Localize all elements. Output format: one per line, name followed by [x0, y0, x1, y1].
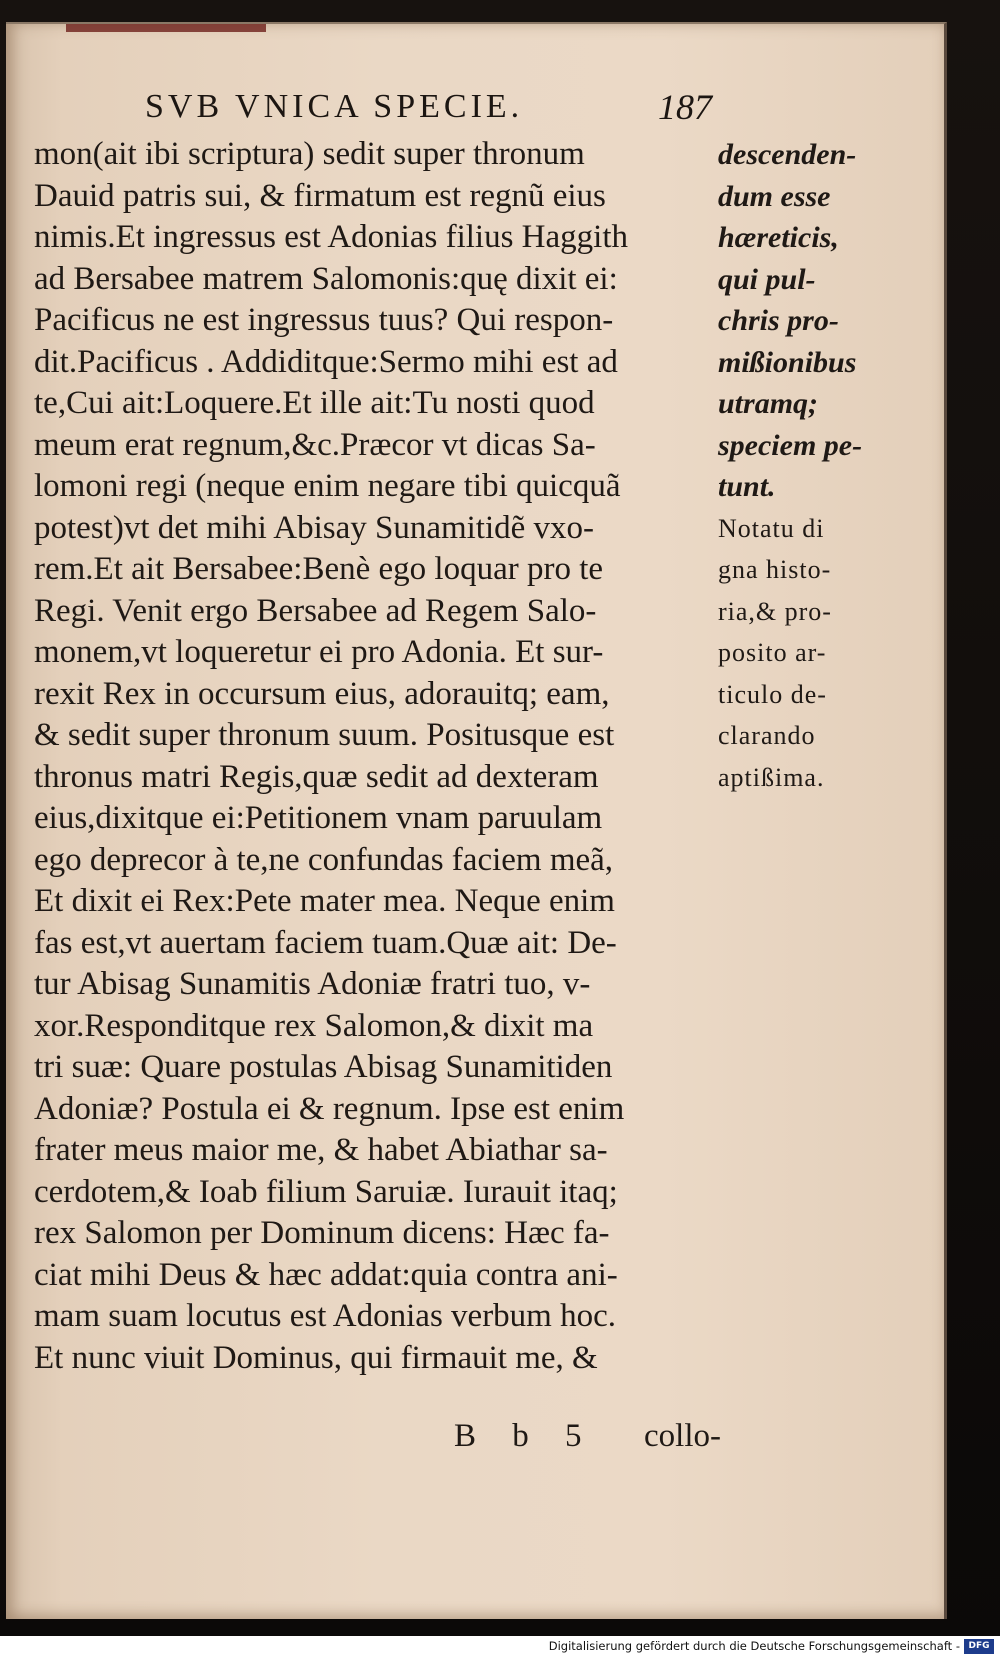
marginal-note-line: clarando [718, 721, 816, 750]
marginal-note-line: descenden- [718, 138, 857, 171]
catchword: collo- [644, 1418, 721, 1454]
text-line: Pacificus ne est ingressus tuus? Qui respon- [34, 302, 614, 338]
marginal-note-line: aptißima. [718, 762, 825, 792]
text-line: Regi. Venit ergo Bersabee ad Regem Salo- [34, 592, 597, 629]
marginal-note-line: dum esse [718, 179, 831, 213]
text-line: monem,vt loqueretur ei pro Adonia. Et sur- [34, 634, 604, 670]
text-line: fas est,vt auertam faciem tuam.Quæ ait: De- [34, 924, 617, 961]
marginal-note-line: hæreticis, [718, 221, 839, 254]
text-line: potest)vt det mihi Abisay Sunamitidẽ vxo- [34, 509, 595, 546]
binding-stain [66, 24, 266, 32]
text-line: Et nunc viuit Dominus, qui firmauit me, & [34, 1339, 598, 1376]
text-line: frater meus maior me, & habet Abiathar sa- [34, 1132, 608, 1168]
dfg-logo-icon: DFG [964, 1639, 994, 1654]
marginal-note-line: ria,& pro- [718, 596, 832, 626]
marginal-note-line: Notatu di [718, 513, 825, 543]
text-line: dit.Pacificus . Addiditque:Sermo mihi est ad [34, 343, 618, 380]
page-footer [34, 1418, 734, 1460]
credit-bar [0, 1636, 1000, 1658]
text-line: ad Bersabee matrem Salomonis:quę dixit ei: [34, 260, 618, 297]
text-line: ciat mihi Deus & hæc addat:quia contra ani- [34, 1256, 618, 1293]
text-line: Adoniæ? Postula ei & regnum. Ipse est enim [34, 1090, 625, 1127]
marginal-note-line: chris pro- [718, 304, 839, 337]
text-line: Dauid patris sui, & firmatum est regnũ eius [34, 177, 606, 214]
signature-mark: B b 5 [454, 1418, 596, 1454]
text-line: mam suam locutus est Adonias verbum hoc. [34, 1298, 616, 1334]
text-line: lomoni regi (neque enim negare tibi quicquã [34, 468, 621, 504]
text-line: rexit Rex in occursum eius, adorauitq; eam, [34, 675, 610, 712]
text-line: & sedit super thronum suum. Positusque est [34, 717, 615, 753]
text-line: te,Cui ait:Loquere.Et ille ait:Tu nosti quod [34, 385, 595, 421]
marginal-note-line: tunt. [718, 470, 776, 503]
text-line: Et dixit ei Rex:Pete mater mea. Neque enim [34, 883, 615, 919]
text-line: meum erat regnum,&c.Præcor vt dicas Sa- [34, 426, 596, 463]
marginal-note-line: ticulo de- [718, 679, 827, 709]
marginal-note-line: mißionibus [718, 345, 857, 379]
marginal-note-line: qui pul- [718, 262, 816, 296]
marginal-note-line: posito ar- [718, 638, 827, 667]
text-line: rem.Et ait Bersabee:Benè ego loquar pro te [34, 551, 604, 587]
marginal-note-line: utramq; [718, 387, 819, 420]
text-line: xor.Responditque rex Salomon,& dixit ma [34, 1007, 594, 1044]
text-line: nimis.Et ingressus est Adonias filius Haggith [34, 219, 628, 255]
text-line: mon(ait ibi scriptura) sedit super thronum [34, 136, 585, 172]
funding-credit: Digitalisierung gefördert durch die Deutsche Forschungsgemeinschaft - [548, 1639, 960, 1653]
text-line: rex Salomon per Dominum dicens: Hæc fa- [34, 1215, 610, 1251]
running-head: SVB VNICA SPECIE. [145, 88, 524, 125]
text-line: cerdotem,& Ioab filium Saruiæ. Iurauit itaq; [34, 1173, 618, 1210]
text-line: ego deprecor à te,ne confundas faciem meã, [34, 841, 614, 878]
text-line: tur Abisag Sunamitis Adoniæ fratri tuo, v- [34, 966, 591, 1002]
text-line: eius,dixitque ei:Petitionem vnam paruulam [34, 800, 603, 836]
main-text-block [34, 134, 734, 1379]
marginal-note-line: speciem pe- [718, 428, 863, 462]
page-number: 187 [658, 87, 712, 127]
marginal-note-line: gna histo- [718, 555, 832, 584]
marginal-notes [718, 134, 888, 798]
text-line: tri suæ: Quare postulas Abisag Sunamitiden [34, 1049, 613, 1085]
text-line: thronus matri Regis,quæ sedit ad dexteram [34, 758, 599, 795]
